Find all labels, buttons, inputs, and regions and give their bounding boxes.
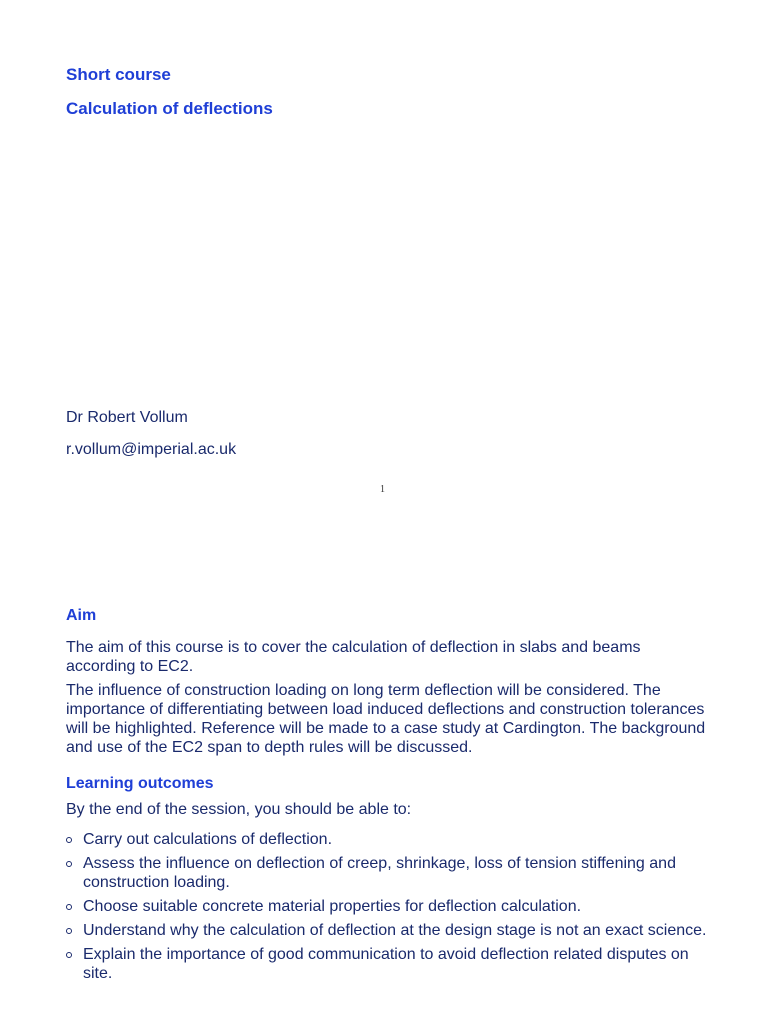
learning-outcomes-heading: Learning outcomes <box>66 775 214 792</box>
list-item <box>66 897 716 916</box>
list-item-text: Explain the importance of good communication to avoid deflection related disputes on site. <box>83 946 689 982</box>
list-item-text: Choose suitable concrete material properties for deflection calculation. <box>83 898 582 915</box>
learning-outcomes-list <box>66 830 716 988</box>
page-number: 1 <box>380 484 385 495</box>
list-item-text: Assess the influence on deflection of creep, shrinkage, loss of tension stiffening and construction loading. <box>83 855 676 891</box>
aim-paragraph-1: The aim of this course is to cover the calculation of deflection in slabs and beams according to EC2. <box>66 639 641 675</box>
author-name: Dr Robert Vollum <box>66 409 188 426</box>
list-item-text: Understand why the calculation of deflection at the design stage is not an exact science. <box>83 922 707 939</box>
list-item <box>66 854 716 892</box>
bullet-circle-icon <box>66 861 72 867</box>
aim-paragraph-2: The influence of construction loading on long term deflection will be considered. The importance of differentiating between load induced deflections and construction tolerances will be highlighted. Reference will be made to a case study at Cardington. The background and use of the EC2 span to depth rules will be discussed. <box>66 682 706 756</box>
list-item <box>66 830 716 849</box>
list-item <box>66 921 716 940</box>
title-line-2: Calculation of deflections <box>66 99 273 118</box>
title-line-1: Short course <box>66 65 171 84</box>
list-item <box>66 945 716 983</box>
learning-outcomes-intro: By the end of the session, you should be able to: <box>66 801 412 818</box>
bullet-circle-icon <box>66 928 72 934</box>
bullet-circle-icon <box>66 837 72 843</box>
list-item-text: Carry out calculations of deflection. <box>83 831 333 848</box>
bullet-circle-icon <box>66 904 72 910</box>
author-email: r.vollum@imperial.ac.uk <box>66 441 237 458</box>
aim-heading: Aim <box>66 607 97 624</box>
bullet-circle-icon <box>66 952 72 958</box>
